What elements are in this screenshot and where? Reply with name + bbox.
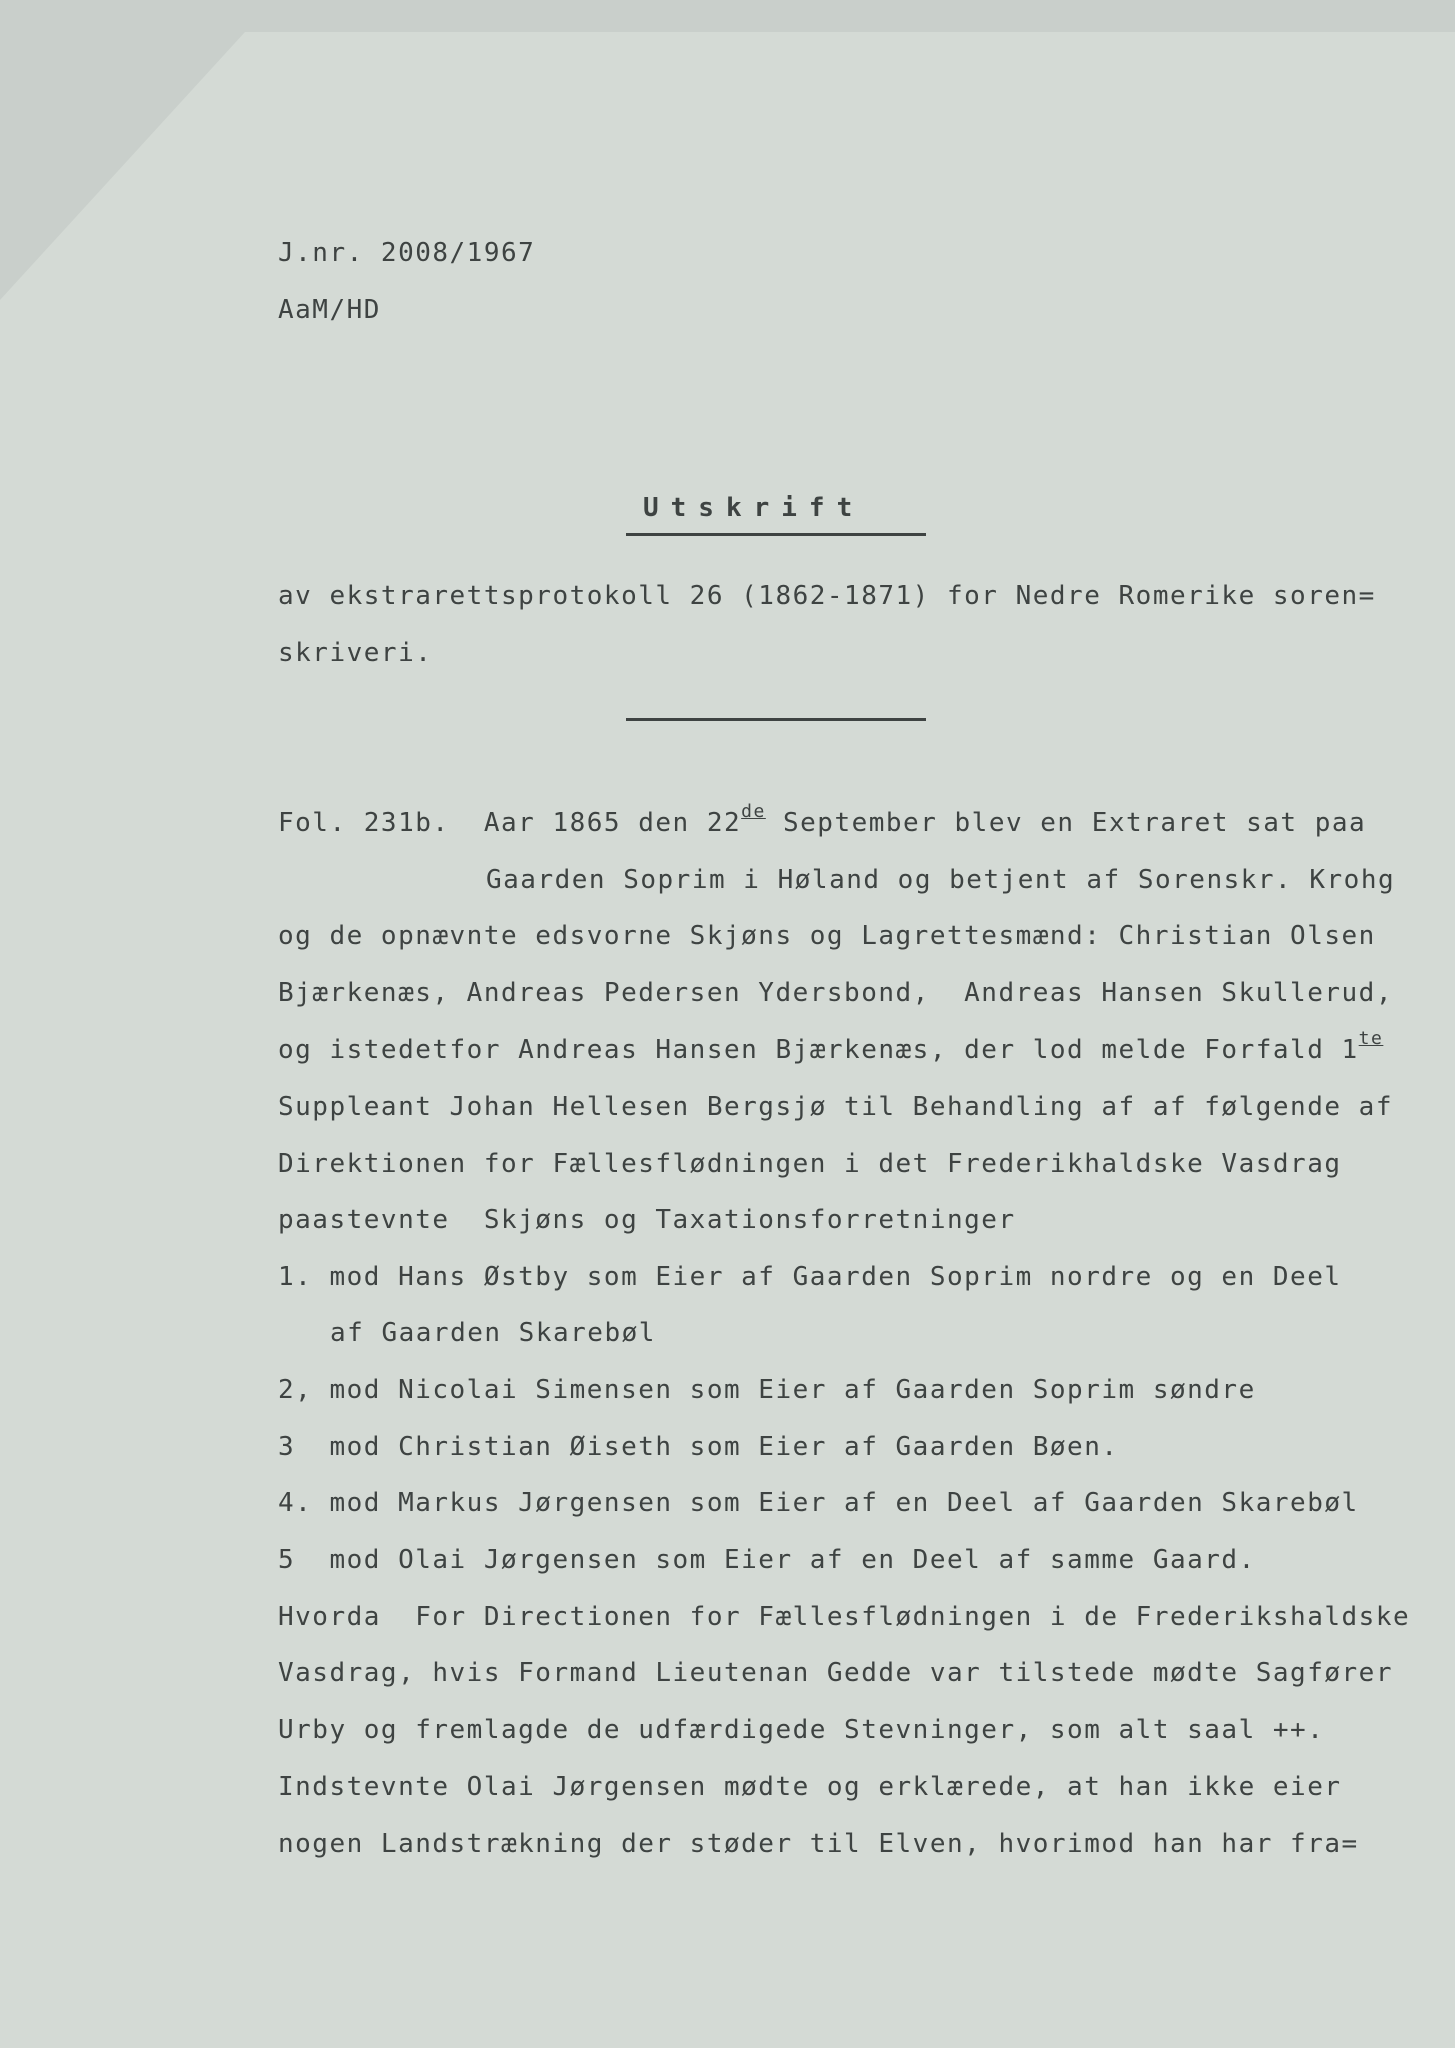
body-line-13: nogen Landstrækning der støder til Elven, hvorimod han har fra= (278, 1829, 1359, 1859)
list-item-1-continued: af Gaarden Skarebøl (330, 1318, 656, 1348)
body-line-3: og de opnævnte edsvorne Skjøns og Lagrettesmænd: Christian Olsen (278, 921, 1376, 951)
body-line-5-prefix: og istedetfor Andreas Hansen Bjærkenæs, der lod melde Forfald 1 (278, 1035, 1359, 1065)
initials: AaM/HD (278, 295, 381, 325)
body-line-12: Indstevnte Olai Jørgensen mødte og erklærede, at han ikke eier (278, 1772, 1342, 1802)
body-line-4: Bjærkenæs, Andreas Pedersen Ydersbond, Andreas Hansen Skullerud, (278, 978, 1393, 1008)
body-line-5-superscript: te (1358, 1028, 1384, 1049)
document-title: Utskrift (643, 493, 865, 523)
body-line-7: Direktionen for Fællesflødningen i det Frederikhaldske Vasdrag (278, 1149, 1342, 1179)
subtitle-line-2: skriveri. (278, 638, 433, 668)
body-line-10: Vasdrag, hvis Formand Lieutenan Gedde var tilstede mødte Sagfører (278, 1658, 1393, 1688)
subtitle-line-1: av ekstrarettsprotokoll 26 (1862-1871) for Nedre Romerike soren= (278, 581, 1376, 611)
body-line-1-suffix: September blev en Extraret sat paa (765, 808, 1367, 838)
list-item-3: 3 mod Christian Øiseth som Eier af Gaarden Bøen. (278, 1432, 1119, 1462)
journal-number: J.nr. 2008/1967 (278, 238, 536, 268)
body-line-1-prefix: Fol. 231b. Aar 1865 den 22 (278, 808, 742, 838)
body-line-1 (278, 801, 1367, 838)
list-item-2: 2, mod Nicolai Simensen som Eier af Gaarden Soprim søndre (278, 1375, 1256, 1405)
body-line-11: Urby og fremlagde de udfærdigede Stevninger, som alt saal ++. (278, 1715, 1325, 1745)
body-line-5 (278, 1028, 1384, 1065)
body-line-1-superscript: de (741, 801, 766, 822)
list-item-4: 4. mod Markus Jørgensen som Eier af en Deel af Gaarden Skarebøl (278, 1488, 1359, 1518)
body-line-8: paastevnte Skjøns og Taxationsforretninger (278, 1205, 1016, 1235)
body-line-6: Suppleant Johan Hellesen Bergsjø til Behandling af af følgende af (278, 1092, 1393, 1122)
title-underline (626, 533, 926, 536)
section-divider (626, 718, 926, 721)
body-line-2: Gaarden Soprim i Høland og betjent af Sorenskr. Krohg (486, 865, 1396, 895)
list-item-5: 5 mod Olai Jørgensen som Eier af en Deel af samme Gaard. (278, 1545, 1256, 1575)
body-line-9: Hvorda For Directionen for Fællesflødningen i de Frederikshaldske (278, 1602, 1411, 1632)
list-item-1: 1. mod Hans Østby som Eier af Gaarden Soprim nordre og en Deel (278, 1262, 1342, 1292)
